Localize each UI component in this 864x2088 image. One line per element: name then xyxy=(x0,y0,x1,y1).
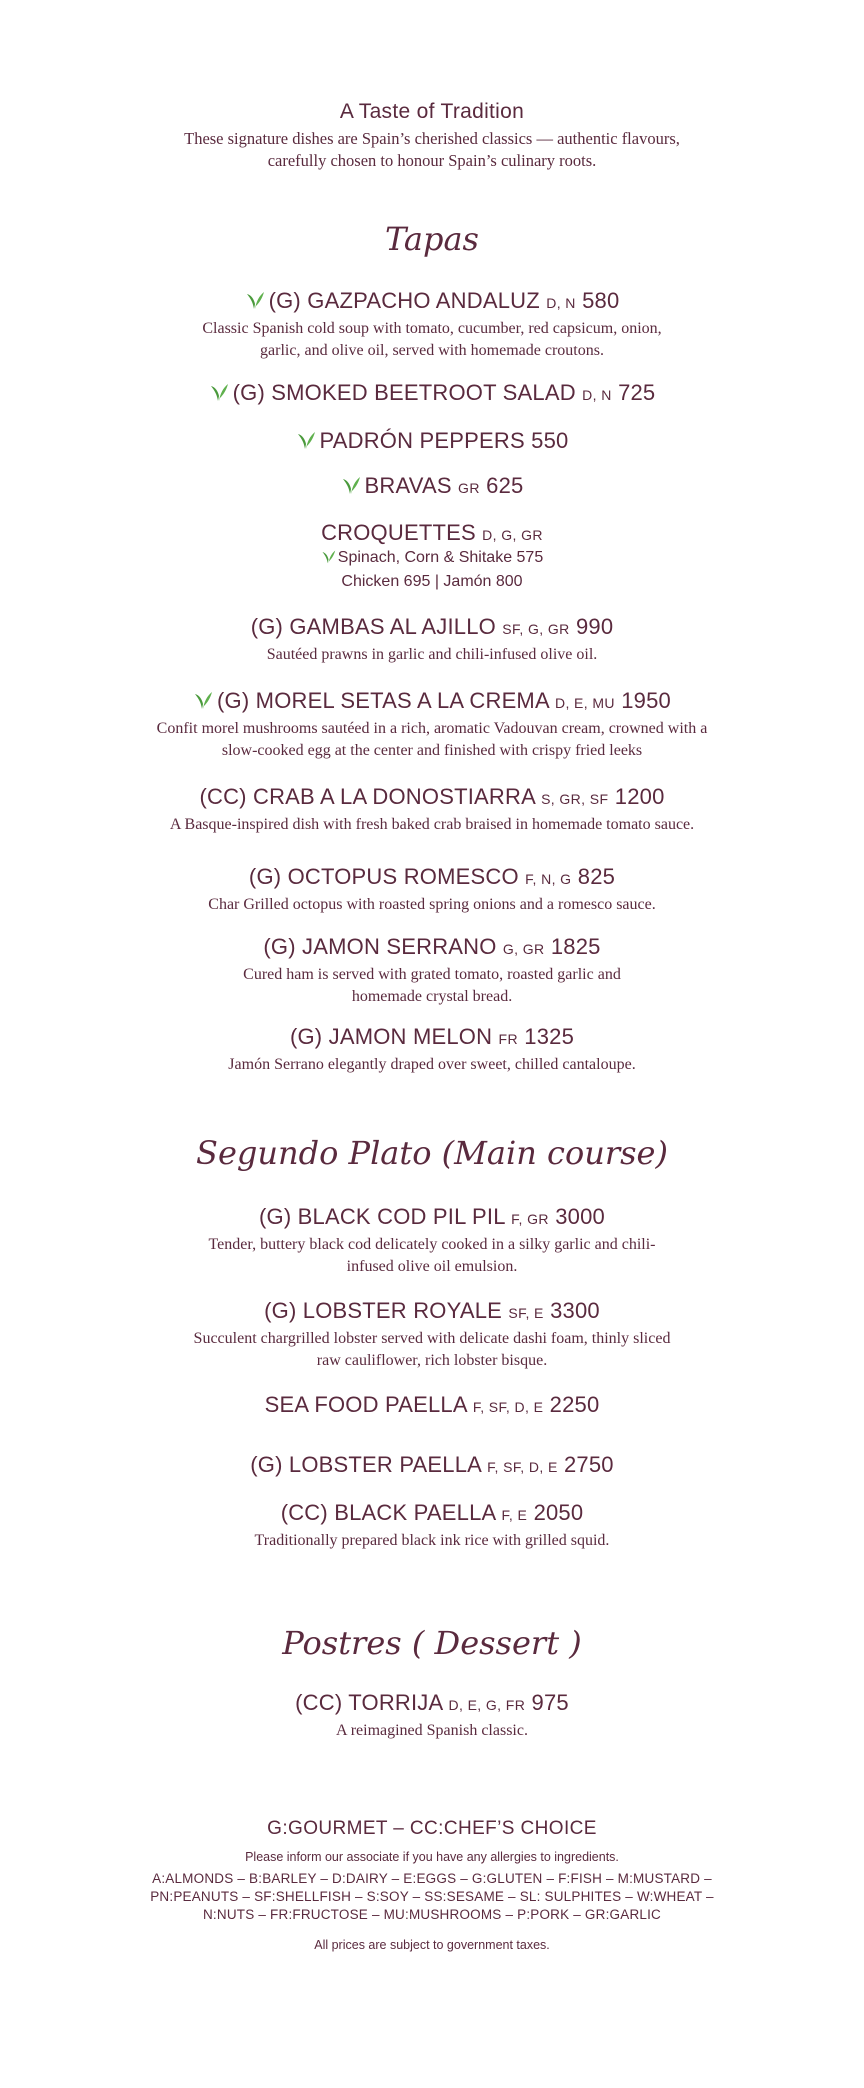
allergen-tags: F, SF, D, E xyxy=(487,1459,558,1475)
item-name: (G) OCTOPUS ROMESCO xyxy=(248,864,519,889)
menu-item-torrija xyxy=(0,1690,864,1742)
menu-item-morel xyxy=(0,688,864,762)
menu-item-lobster-paella xyxy=(0,1452,864,1478)
item-name: (G) LOBSTER PAELLA xyxy=(250,1452,481,1477)
item-price: 625 xyxy=(486,473,524,498)
item-price: 2050 xyxy=(533,1500,584,1525)
item-name: (G) JAMON MELON xyxy=(289,1024,493,1049)
leaf-icon xyxy=(296,430,316,450)
intro-title: A Taste of Tradition xyxy=(339,100,525,123)
leaf-icon xyxy=(245,290,265,310)
allergen-codes: A:ALMONDS – B:BARLEY – D:DAIRY – E:EGGS – G:GLUTEN – F:FISH – M:MUSTARD – PN:PEANUTS – SF:SHELLFISH – S:SOY – SS:SESAME – SL: SULPHITES – W:WHEAT – N:NUTS – FR:FRUCTOSE – MU:MUSHROOMS – P:PORK – GR:GARLIC xyxy=(150,1871,714,1922)
item-price: 550 xyxy=(531,428,569,453)
menu-item-bravas xyxy=(0,473,864,499)
item-description: Classic Spanish cold soup with tomato, cucumber, red capsicum, onion, garlic, and olive oil, served with homemade croutons. xyxy=(202,320,662,359)
croquette-variant-veg: Spinach, Corn & Shitake 575 xyxy=(0,546,864,570)
item-price: 1200 xyxy=(614,784,665,809)
allergen-tags: D, G, GR xyxy=(482,527,543,543)
allergen-tags: FR xyxy=(498,1031,518,1047)
item-name: (G) MOREL SETAS A LA CREMA xyxy=(217,688,549,713)
menu-item-jamon-melon xyxy=(0,1024,864,1076)
item-description: Char Grilled octopus with roasted spring onions and a romesco sauce. xyxy=(208,896,656,913)
item-description: Cured ham is served with grated tomato, roasted garlic and homemade crystal bread. xyxy=(243,966,621,1005)
menu-item-seafood-paella xyxy=(0,1392,864,1418)
item-name: (G) BLACK COD PIL PIL xyxy=(258,1204,505,1229)
allergen-tags: SF, E xyxy=(508,1305,544,1321)
allergen-tags: F, N, G xyxy=(525,871,572,887)
item-name: (G) GAZPACHO ANDALUZ xyxy=(268,288,540,313)
item-price: 2250 xyxy=(549,1392,600,1417)
item-name: SEA FOOD PAELLA xyxy=(264,1392,467,1417)
item-description: Succulent chargrilled lobster served with delicate dashi foam, thinly sliced raw cauliflower, rich lobster bisque. xyxy=(193,1330,671,1369)
allergen-tags: D, E, MU xyxy=(554,695,615,711)
item-price: 2750 xyxy=(564,1452,614,1477)
item-description: A Basque-inspired dish with fresh baked crab braised in homemade tomato sauce. xyxy=(169,816,695,833)
menu-item-black-paella xyxy=(0,1500,864,1552)
item-description: A reimagined Spanish classic. xyxy=(336,1722,528,1739)
leaf-icon xyxy=(321,549,336,564)
item-name: CROQUETTES xyxy=(321,520,476,545)
croquette-variant-meat: Chicken 695 | Jamón 800 xyxy=(341,573,523,590)
item-description: Traditionally prepared black ink rice with grilled squid. xyxy=(254,1532,610,1549)
menu-item-smoked-beetroot xyxy=(0,380,864,406)
menu-item-octopus xyxy=(0,864,864,916)
menu-item-lobster-royale xyxy=(0,1298,864,1372)
item-price: 580 xyxy=(582,288,620,313)
section-title-main-course: Segundo Plato (Main course) xyxy=(196,1134,668,1172)
allergen-tags: D, N xyxy=(546,295,576,311)
item-price: 1825 xyxy=(550,934,601,959)
item-name: (CC) TORRIJA xyxy=(295,1690,443,1715)
item-price: 990 xyxy=(575,614,614,639)
allergen-tags: F, E xyxy=(501,1507,528,1523)
menu-item-crab xyxy=(0,784,864,836)
item-price: 1325 xyxy=(524,1024,575,1049)
item-price: 725 xyxy=(618,380,656,405)
menu-item-jamon-serrano xyxy=(0,934,864,1008)
menu-item-black-cod xyxy=(0,1204,864,1278)
item-name: (CC) CRAB A LA DONOSTIARRA xyxy=(199,784,535,809)
menu-item-padron-peppers xyxy=(0,428,864,454)
allergy-notice: Please inform our associate if you have any allergies to ingredients. xyxy=(245,1850,619,1864)
section-title-tapas: Tapas xyxy=(385,220,479,258)
tax-notice: All prices are subject to government taxes. xyxy=(314,1938,550,1952)
item-price: 3000 xyxy=(555,1204,605,1229)
item-description: Sautéed prawns in garlic and chili-infused olive oil. xyxy=(266,646,598,663)
item-price: 1950 xyxy=(621,688,671,713)
item-price: 825 xyxy=(577,864,616,889)
item-name: BRAVAS xyxy=(364,473,452,498)
legend-gourmet-chefs-choice: G:GOURMET – CC:CHEF’S CHOICE xyxy=(267,1818,597,1839)
menu-item-croquettes xyxy=(0,520,864,594)
allergen-tags: F, SF, D, E xyxy=(472,1399,544,1415)
item-name: (G) SMOKED BEETROOT SALAD xyxy=(232,380,576,405)
item-name: PADRÓN PEPPERS xyxy=(319,428,525,453)
item-price: 3300 xyxy=(550,1298,600,1323)
leaf-icon xyxy=(341,475,361,495)
leaf-icon xyxy=(193,690,213,710)
section-title-dessert: Postres ( Dessert ) xyxy=(282,1624,582,1662)
item-name: (G) LOBSTER ROYALE xyxy=(264,1298,503,1323)
item-description: Jamón Serrano elegantly draped over sweet, chilled cantaloupe. xyxy=(228,1056,636,1073)
menu-item-gambas xyxy=(0,614,864,666)
item-description: Confit morel mushrooms sautéed in a rich, aromatic Vadouvan cream, crowned with a slow-cooked egg at the center and finished with crispy fried leeks xyxy=(156,720,708,759)
allergen-tags: F, GR xyxy=(511,1211,549,1227)
item-name: (CC) BLACK PAELLA xyxy=(280,1500,496,1525)
allergen-tags: G, GR xyxy=(502,941,545,957)
item-name: (G) GAMBAS AL AJILLO xyxy=(250,614,496,639)
item-price: 975 xyxy=(531,1690,569,1715)
allergen-tags: D, N xyxy=(582,387,612,403)
item-name: (G) JAMON SERRANO xyxy=(263,934,497,959)
menu-item-gazpacho xyxy=(0,288,864,362)
intro-text: These signature dishes are Spain’s cherished classics — authentic flavours, carefully chosen to honour Spain’s culinary roots. xyxy=(184,129,680,170)
allergen-tags: S, GR, SF xyxy=(541,791,609,807)
allergen-tags: D, E, G, FR xyxy=(448,1697,526,1713)
item-description: Tender, buttery black cod delicately cooked in a silky garlic and chili-infused olive oil emulsion. xyxy=(208,1236,656,1275)
leaf-icon xyxy=(209,382,229,402)
allergen-tags: SF, G, GR xyxy=(502,621,570,637)
allergen-tags: GR xyxy=(458,480,480,496)
